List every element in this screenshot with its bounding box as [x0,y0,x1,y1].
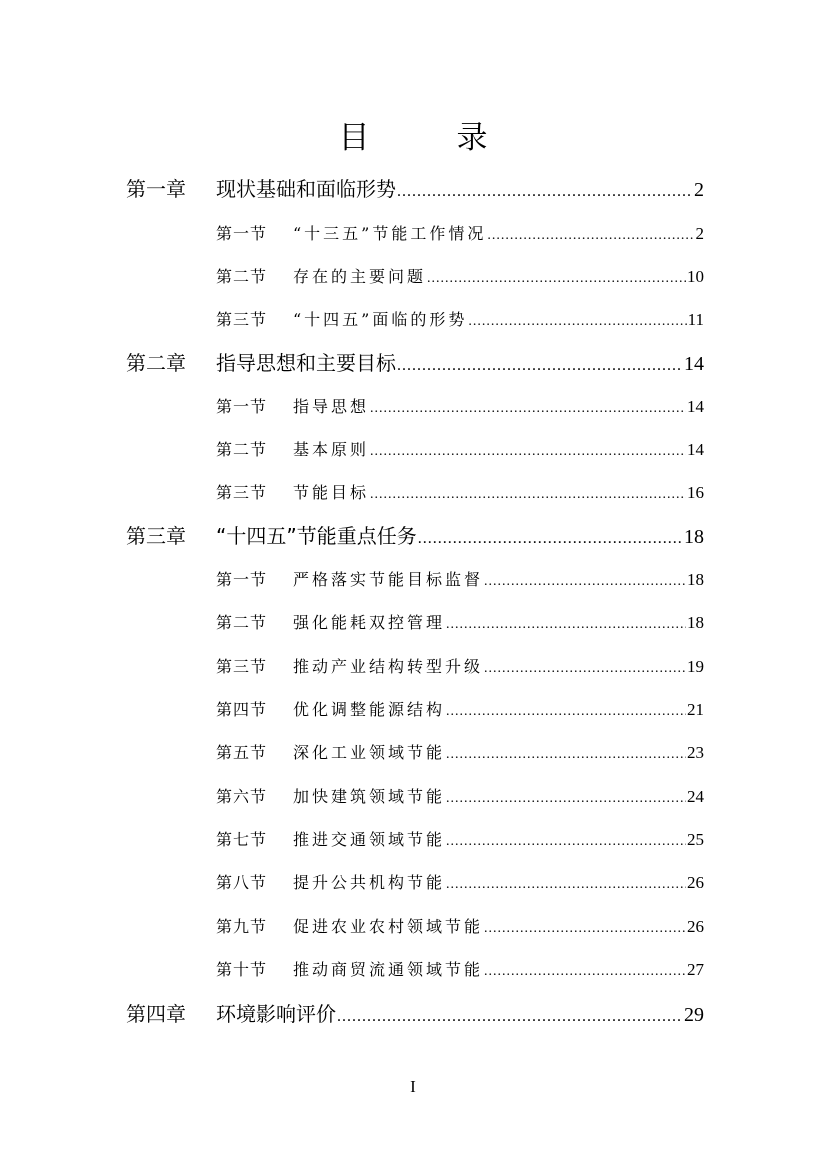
toc-section-title: 优化调整能源结构 [293,700,446,719]
toc-section-row[interactable] [216,610,704,633]
toc-chapter-title: 环境影响评价 [216,1002,336,1026]
toc-section-title: “十四五”面临的形势 [293,310,468,329]
dot-leader [487,228,694,244]
toc-section-number: 第四节 [216,700,268,719]
toc-section-number: 第三节 [216,657,268,676]
toc-page-number: 29 [684,1004,704,1026]
dot-leader [337,1008,683,1026]
toc-section-title: 推动商贸流通领域节能 [293,960,484,979]
toc-page-number: 14 [687,440,704,459]
toc-chapter-row[interactable] [126,998,704,1027]
toc-section-row[interactable] [216,567,704,590]
toc-section-row[interactable] [216,697,704,720]
toc-section-title: 基本原则 [293,440,370,459]
toc-section-row[interactable] [216,437,704,460]
dot-leader [446,791,686,807]
toc-section-title: 强化能耗双控管理 [293,613,446,632]
toc-section-number: 第三节 [216,483,268,502]
toc-page-number: 27 [687,960,704,979]
toc-section-number: 第一节 [216,397,268,416]
toc-page-number: 21 [687,700,704,719]
toc-chapter-row[interactable] [126,347,704,376]
toc-section-title: 加快建筑领域节能 [293,787,446,806]
dot-leader [397,357,683,375]
toc-section-title: 指导思想 [293,397,370,416]
toc-section-number: 第五节 [216,743,268,762]
toc-page-number: 23 [687,743,704,762]
dot-leader [370,487,686,503]
dot-leader [468,314,686,330]
toc-page-number: 26 [687,873,704,892]
dot-leader [446,704,686,720]
toc-chapter-row[interactable] [126,173,704,202]
toc-page-number: 14 [684,353,704,375]
toc-section-title: 推进交通领域节能 [293,830,446,849]
toc-section-number: 第二节 [216,440,268,459]
toc-section-number: 第十节 [216,960,268,979]
toc-section-number: 第一节 [216,224,268,243]
toc-section-title: 促进农业农村领域节能 [293,917,484,936]
dot-leader [484,574,686,590]
toc-page-number: 2 [694,179,704,201]
toc-page-number: 2 [695,224,704,243]
page-title: 目 录 [338,120,516,156]
toc-chapter-number: 第一章 [126,177,186,201]
page-number: I [410,1077,416,1096]
toc-section-row[interactable] [216,740,704,763]
toc-section-number: 第二节 [216,267,268,286]
toc-page-number: 11 [687,310,704,329]
toc-section-row[interactable] [216,914,704,937]
toc-section-row[interactable] [216,957,704,980]
toc-section-number: 第一节 [216,570,268,589]
toc-section-row[interactable] [216,870,704,893]
toc-chapter-number: 第三章 [126,524,186,548]
dot-leader [370,401,686,417]
dot-leader [427,271,686,287]
dot-leader [446,834,686,850]
toc-chapter-row[interactable] [126,520,704,549]
toc-section-title: 推动产业结构转型升级 [293,657,484,676]
toc-chapter-title: 指导思想和主要目标 [216,351,396,375]
toc-chapter-number: 第二章 [126,351,186,375]
toc-section-title: “十三五”节能工作情况 [293,224,487,243]
toc-page-number: 18 [687,570,704,589]
toc-section-number: 第六节 [216,787,268,806]
toc-section-title: 严格落实节能目标监督 [293,570,484,589]
toc-page-number: 25 [687,830,704,849]
toc-section-number: 第九节 [216,917,268,936]
toc-chapter-number: 第四章 [126,1002,186,1026]
toc-section-row[interactable] [216,394,704,417]
dot-leader [418,530,683,548]
toc-section-row[interactable] [216,264,704,287]
toc-section-row[interactable] [216,480,704,503]
dot-leader [446,747,686,763]
toc-section-row[interactable] [216,307,704,330]
toc-section-row[interactable] [216,221,704,244]
toc-section-number: 第三节 [216,310,268,329]
dot-leader [446,617,686,633]
toc-section-number: 第二节 [216,613,268,632]
toc-section-row[interactable] [216,827,704,850]
toc-section-number: 第八节 [216,873,268,892]
toc-page-number: 18 [687,613,704,632]
dot-leader [484,964,686,980]
toc-page-number: 26 [687,917,704,936]
toc-section-number: 第七节 [216,830,268,849]
dot-leader [446,877,686,893]
toc-page-number: 19 [687,657,704,676]
toc-page-number: 18 [684,526,704,548]
toc-chapter-title: “十四五”节能重点任务 [216,524,417,548]
toc-section-title: 深化工业领域节能 [293,743,446,762]
toc-page-number: 16 [687,483,704,502]
toc-section-title: 节能目标 [293,483,370,502]
toc-chapter-title: 现状基础和面临形势 [216,177,396,201]
toc-section-row[interactable] [216,784,704,807]
toc-section-row[interactable] [216,654,704,677]
toc-page-number: 14 [687,397,704,416]
toc-page-number: 10 [687,267,704,286]
dot-leader [484,921,686,937]
toc-page-number: 24 [687,787,704,806]
dot-leader [397,183,693,201]
dot-leader [484,661,686,677]
toc-section-title: 存在的主要问题 [293,267,427,286]
toc-section-title: 提升公共机构节能 [293,873,446,892]
dot-leader [370,444,686,460]
